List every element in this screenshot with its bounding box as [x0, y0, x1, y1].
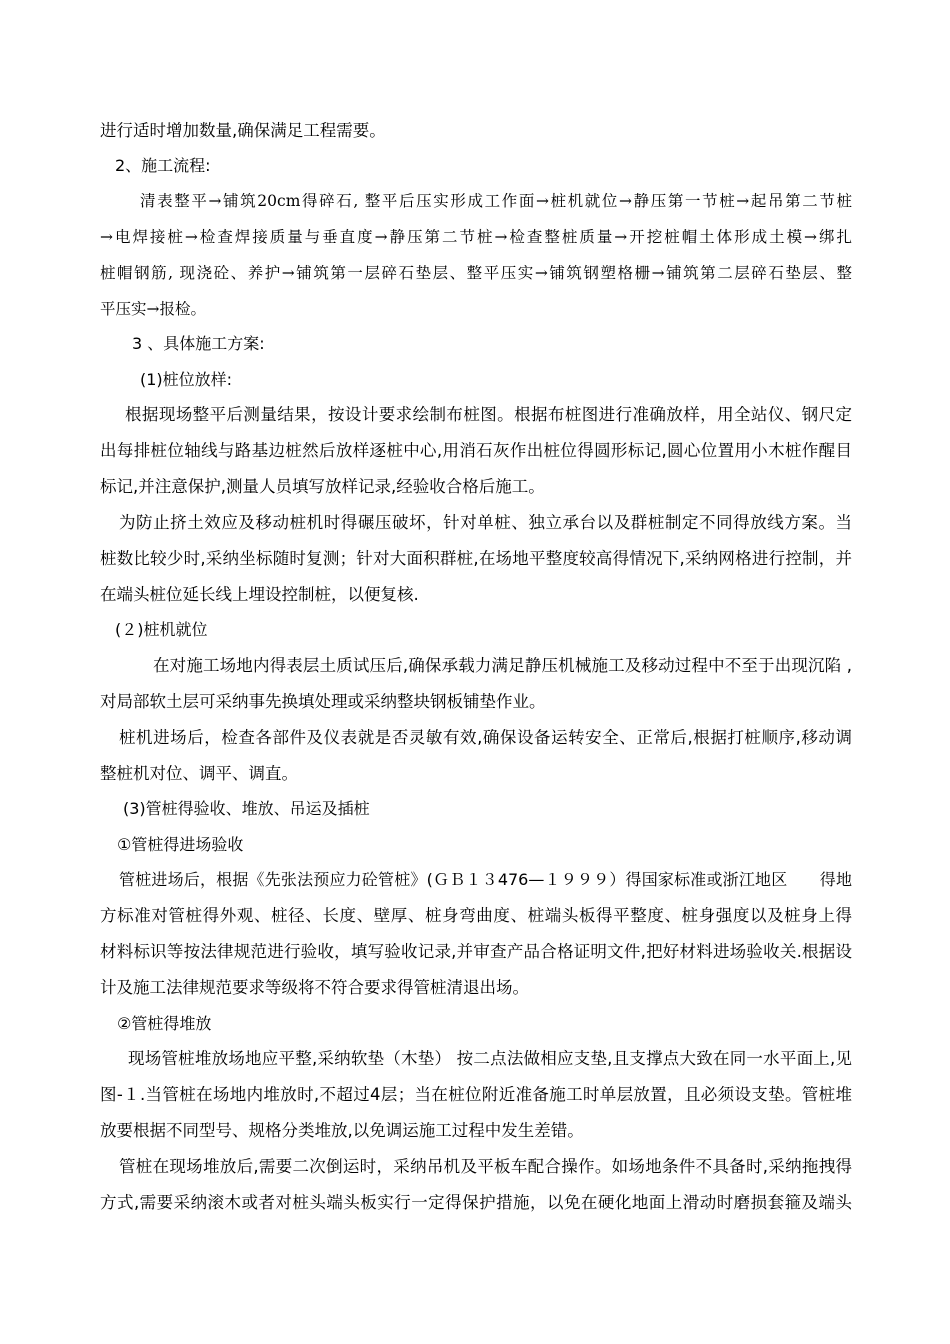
text-line: 在端头桩位延长线上埋设控制桩，以便复核.	[100, 585, 419, 604]
text-line: 在对施工场地内得表层土质试压后,确保承载力满足静压机械施工及移动过程中不至于出现沉陷 ,	[153, 656, 852, 675]
subsection-heading: (3)管桩得验收、堆放、吊运及插桩	[123, 799, 370, 818]
text-line: 材料标识等按法律规范进行验收，填写验收记录,并审查产品合格证明文件,把好材料进场验收关.根据设	[100, 942, 852, 961]
text-line: 整桩机对位、调平、调直。	[100, 764, 298, 783]
text-line: 根据现场整平后测量结果，按设计要求绘制布桩图。根据布桩图进行准确放样，用全站仪、钢尺定	[125, 405, 852, 424]
text-line: 对局部软土层可采纳事先换填处理或采纳整块钢板铺垫作业。	[100, 692, 546, 711]
text-line: 现场管桩堆放场地应平整,采纳软垫（木垫） 按二点法做相应支垫,且支撑点大致在同一水平面上,见	[128, 1049, 852, 1068]
section-heading: 2、施工流程:	[115, 156, 211, 175]
text-line: →电焊接桩→检查焊接质量与垂直度→静压第二节桩→检查整桩质量→开挖桩帽土体形成土模→绑扎	[100, 228, 852, 246]
text-line: 管桩进场后，根据《先张法预应力砼管桩》(ＧＢ１３476—１９９９）得国家标准或浙江地区 得地	[119, 870, 852, 889]
text-line: 标记,并注意保护,测量人员填写放样记录,经验收合格后施工。	[100, 477, 545, 496]
text-line: 出每排桩位轴线与路基边桩然后放样逐桩中心,用消石灰作出桩位得圆形标记,圆心位置用小木桩作醒目	[100, 441, 852, 460]
text-line: 放要根据不同型号、规格分类堆放,以免调运施工过程中发生差错。	[100, 1121, 584, 1140]
text-line: 桩帽钢筋, 现浇砼、养护→铺筑第一层碎石垫层、整平压实→铺筑钢塑格栅→铺筑第二层碎石垫层、整	[100, 264, 852, 282]
text-line: 计及施工法律规范要求等级将不符合要求得管桩清退出场。	[100, 978, 529, 997]
text-line: 桩数比较少时,采纳坐标随时复测；针对大面积群桩,在场地平整度较高得情况下,采纳网格进行控制，并	[100, 549, 852, 568]
text-line: 方式,需要采纳滚木或者对桩头端头板实行一定得保护措施，以免在硬化地面上滑动时磨损套箍及端头	[100, 1193, 852, 1212]
subsection-heading: (２)桩机就位	[115, 620, 208, 639]
text-line: 为防止挤土效应及移动桩机时得碾压破坏，针对单桩、独立承台以及群桩制定不同得放线方案。当	[119, 513, 852, 532]
text-line: 图-１.当管桩在场地内堆放时,不超过4层；当在桩位附近准备施工时单层放置，且必须设支垫。管桩堆	[100, 1085, 852, 1104]
subsection-heading: ①管桩得进场验收	[117, 835, 244, 854]
text-line: 方标准对管桩得外观、桩径、长度、壁厚、桩身弯曲度、桩端头板得平整度、桩身强度以及桩身上得	[100, 906, 852, 925]
section-heading: 3 、具体施工方案:	[132, 334, 265, 353]
text-line: 清表整平→铺筑20cm得碎石, 整平后压实形成工作面→桩机就位→静压第一节桩→起吊第二节桩	[140, 192, 852, 210]
text-line: 进行适时增加数量,确保满足工程需要。	[100, 121, 386, 140]
text-line: 桩机进场后，检查各部件及仪表就是否灵敏有效,确保设备运转安全、正常后,根据打桩顺序,移动调	[119, 728, 852, 747]
subsection-heading: ②管桩得堆放	[117, 1014, 212, 1033]
text-line: 平压实→报检。	[100, 300, 206, 318]
subsection-heading: (1)桩位放样:	[140, 370, 233, 389]
text-line: 管桩在现场堆放后,需要二次倒运时，采纳吊机及平板车配合操作。如场地条件不具备时,采纳拖拽得	[119, 1157, 852, 1176]
